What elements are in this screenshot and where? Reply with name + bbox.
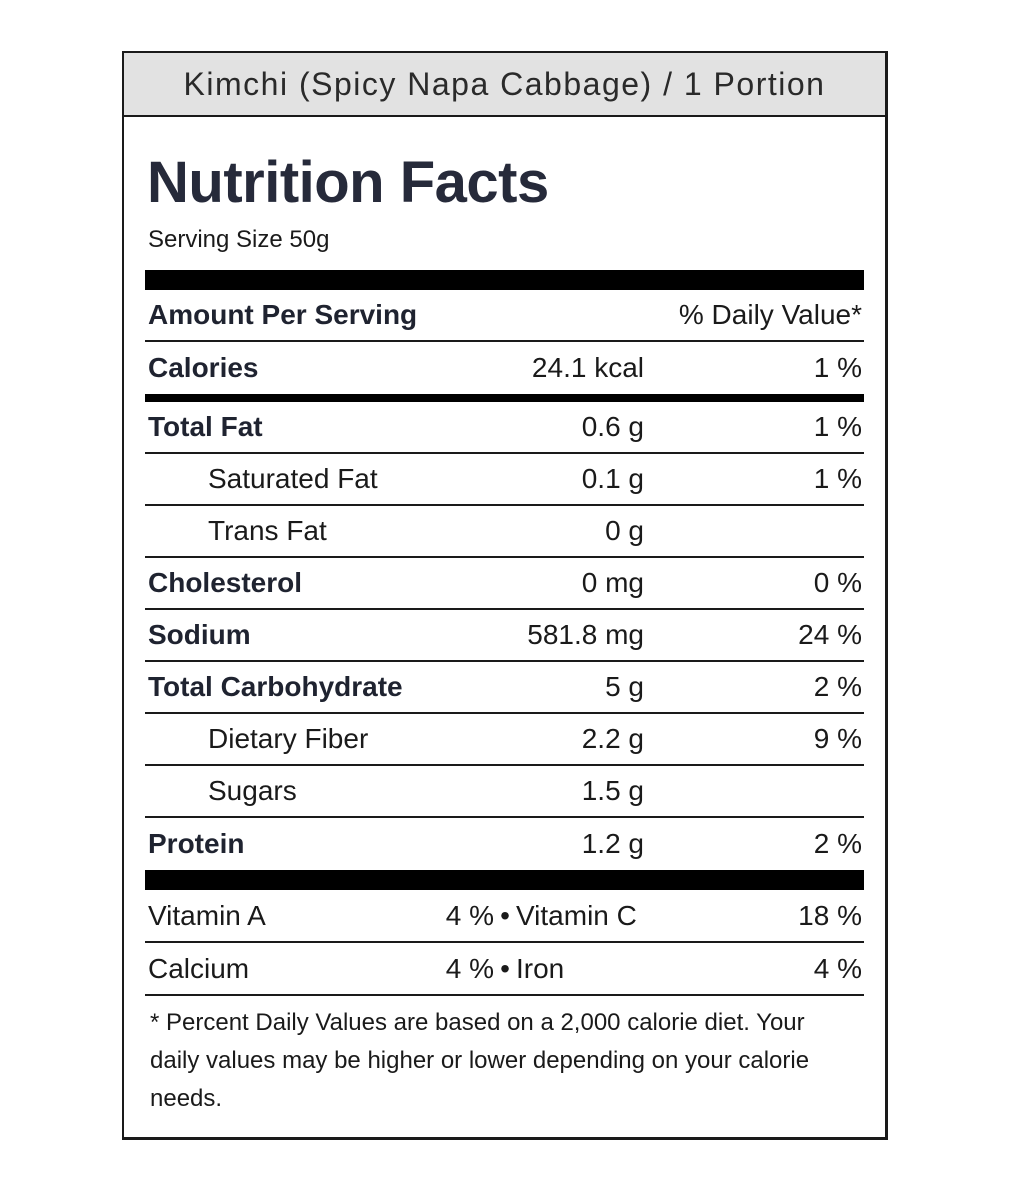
nutrient-name: Sodium (148, 619, 251, 650)
amount-per-serving-label: Amount Per Serving (148, 299, 418, 330)
nutrient-row-dietary-fiber (145, 714, 864, 766)
bullet-separator: • (500, 899, 510, 931)
nutrient-name: Calories (148, 352, 259, 383)
food-title: Kimchi (Spicy Napa Cabbage) / 1 Portion (183, 65, 826, 102)
nutrient-amount: 0 mg (581, 567, 644, 598)
nutrient-daily-value: 1 % (813, 463, 862, 494)
nutrient-daily-value: 2 % (813, 671, 862, 702)
nutrient-daily-value: 1 % (813, 352, 862, 383)
vitamin-percent: 4 % (813, 952, 862, 984)
nutrient-amount: 0 g (605, 515, 644, 546)
nutrient-name: Dietary Fiber (208, 723, 369, 754)
nutrient-row-calories (145, 342, 864, 394)
vitamin-percent: 4 % (445, 899, 494, 931)
serving-size: Serving Size 50g (148, 226, 330, 253)
nutrient-amount: 0.1 g (581, 463, 644, 494)
nutrient-amount: 2.2 g (581, 723, 644, 754)
amount-per-serving-row (145, 290, 864, 342)
nutrient-row-total-carbohydrate (145, 662, 864, 714)
nutrient-daily-value: 0 % (813, 567, 862, 598)
nutrient-daily-value: 2 % (813, 828, 862, 859)
vitamin-name: Vitamin A (148, 899, 266, 931)
nutrient-name: Sugars (208, 775, 297, 806)
nutrient-row-sugars (145, 766, 864, 818)
nutrition-facts-title: Nutrition Facts (147, 150, 549, 215)
nutrient-name: Trans Fat (208, 515, 327, 546)
nutrient-amount: 5 g (605, 671, 644, 702)
nutrient-name: Protein (148, 828, 245, 859)
vitamin-row (145, 943, 864, 996)
nutrient-row-total-fat (145, 402, 864, 454)
vitamin-name: Vitamin C (516, 899, 637, 931)
nutrient-daily-value: 9 % (813, 723, 862, 754)
nutrient-daily-value: 1 % (813, 411, 862, 442)
bullet-separator: • (500, 952, 510, 984)
nutrient-name: Cholesterol (148, 567, 303, 598)
daily-value-header: % Daily Value* (678, 299, 862, 330)
medium-divider (145, 394, 864, 402)
nutrient-name: Saturated Fat (208, 463, 378, 494)
nutrient-daily-value: 24 % (798, 619, 862, 650)
vitamin-percent: 18 % (798, 899, 862, 931)
vitamin-row (145, 890, 864, 943)
food-title-header (124, 53, 885, 117)
nutrient-row-sodium (145, 610, 864, 662)
thick-divider (145, 870, 864, 890)
nutrient-name: Total Carbohydrate (148, 671, 403, 702)
nutrient-row-saturated-fat (145, 454, 864, 506)
label-content (145, 117, 864, 1118)
nutrient-amount: 1.2 g (581, 828, 644, 859)
nutrient-amount: 0.6 g (581, 411, 644, 442)
thick-divider (145, 270, 864, 290)
nutrient-name: Total Fat (148, 411, 263, 442)
footnote: * Percent Daily Values are based on a 2,000 calorie diet. Your daily values may be higher or lower depending on your calorie needs. (150, 1009, 810, 1112)
nutrition-label (122, 51, 888, 1140)
nutrient-amount: 24.1 kcal (531, 352, 644, 383)
nutrient-row-cholesterol (145, 558, 864, 610)
vitamin-percent: 4 % (445, 952, 494, 984)
nutrient-amount: 581.8 mg (527, 619, 644, 650)
nutrient-row-protein (145, 818, 864, 870)
nutrient-row-trans-fat (145, 506, 864, 558)
vitamin-name: Calcium (148, 952, 250, 984)
nutrient-amount: 1.5 g (581, 775, 644, 806)
vitamin-name: Iron (516, 952, 565, 984)
